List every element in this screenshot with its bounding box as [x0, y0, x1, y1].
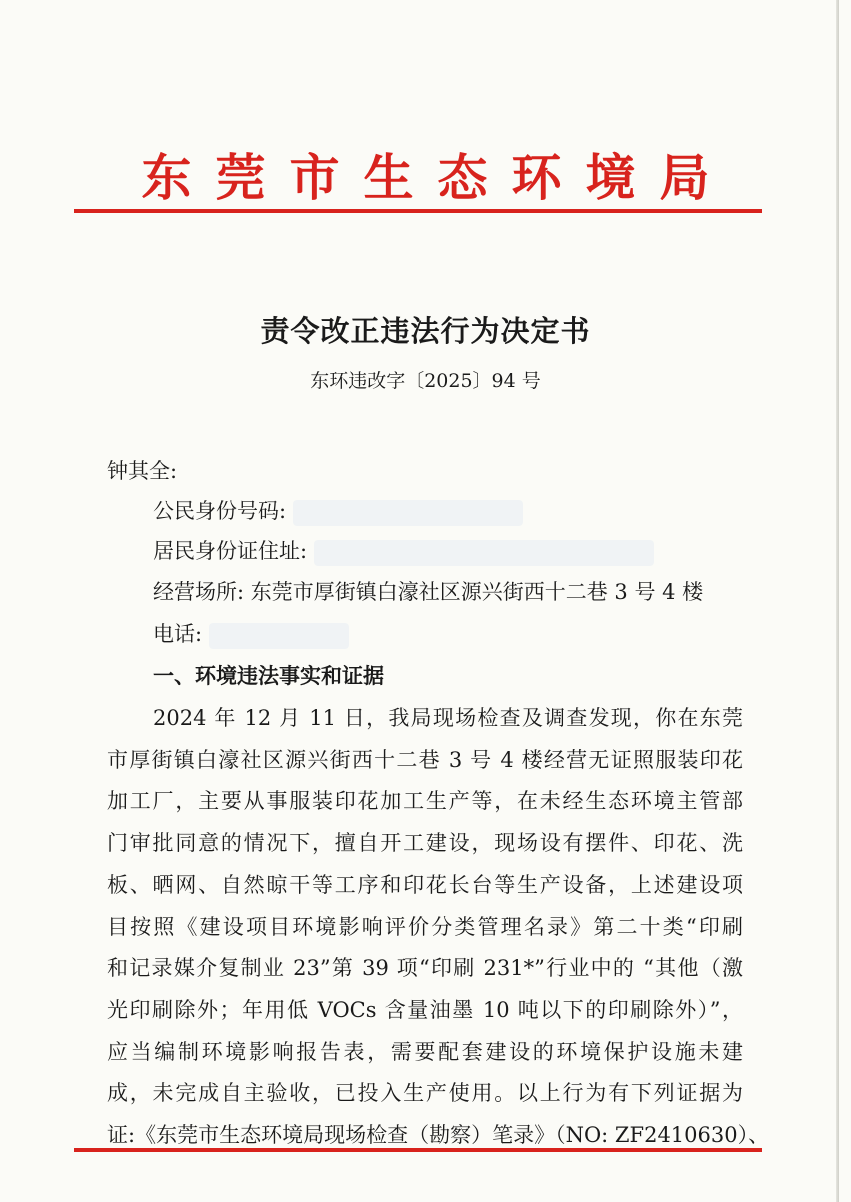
- document-number: 东环违改字〔2025〕94 号: [310, 370, 541, 392]
- body-line: 门审批同意的情况下，擅自开工建设，现场设有摆件、印花、洗: [107, 831, 743, 855]
- phone-row: [153, 618, 349, 649]
- body-line: 证:《东莞市生态环境局现场检查（勘察）笔录》（NO: ZF2410630）、: [107, 1123, 770, 1147]
- phone-label: 电话:: [153, 622, 203, 646]
- body-line: 2024 年 12 月 11 日，我局现场检查及调查发现，你在东莞: [153, 706, 743, 730]
- id-number-label: 公民身份号码:: [153, 499, 287, 523]
- body-line: 目按照《建设项目环境影响评价分类管理名录》第二十类“印刷: [107, 915, 743, 939]
- body-line: 成，未完成自主验收，已投入生产使用。以上行为有下列证据为: [107, 1081, 743, 1105]
- body-line: 应当编制环境影响报告表，需要配套建设的环境保护设施未建: [107, 1040, 743, 1064]
- redacted-id-number: [293, 500, 523, 526]
- document-title: 责令改正违法行为决定书: [260, 314, 591, 348]
- body-line: 板、晒网、自然晾干等工序和印花长台等生产设备，上述建设项: [107, 873, 743, 897]
- letterhead-red-rule: [74, 209, 762, 213]
- address-row: [153, 535, 654, 566]
- business-place: 经营场所: 东莞市厚街镇白濠社区源兴街西十二巷 3 号 4 楼: [153, 580, 704, 604]
- section-heading: 一、环境违法事实和证据: [153, 664, 384, 688]
- agency-letterhead: 东莞市生态环境局: [141, 149, 734, 207]
- redacted-address: [314, 540, 654, 566]
- id-number-row: [153, 495, 523, 526]
- body-line: 和记录媒介复制业 23”第 39 项“印刷 231*”行业中的 “其他（激: [107, 956, 743, 980]
- body-line: 光印刷除外；年用低 VOCs 含量油墨 10 吨以下的印刷除外）”，: [107, 998, 743, 1022]
- addressee: 钟其全:: [107, 459, 178, 483]
- body-line: 市厚街镇白濠社区源兴街西十二巷 3 号 4 楼经营无证照服装印花: [107, 748, 743, 772]
- footer-red-rule: [74, 1148, 762, 1152]
- redacted-phone: [209, 623, 349, 649]
- body-line: 加工厂，主要从事服装印花加工生产等，在未经生态环境主管部: [107, 789, 743, 813]
- address-label: 居民身份证住址:: [153, 539, 308, 563]
